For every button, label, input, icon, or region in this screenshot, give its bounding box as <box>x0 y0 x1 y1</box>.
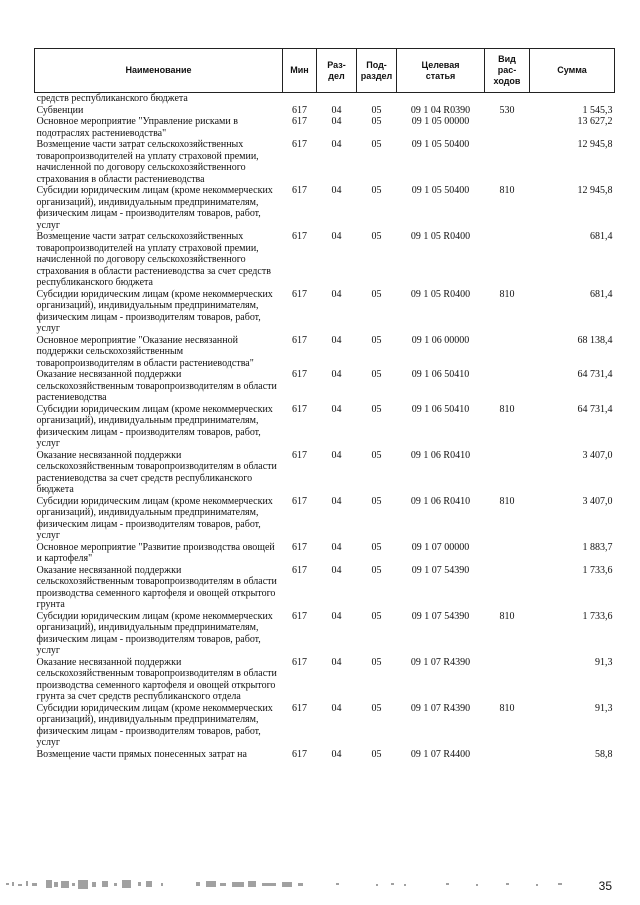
cell-razdel: 04 <box>331 656 342 668</box>
budget-table <box>34 48 615 760</box>
cell-min: 617 <box>292 702 307 714</box>
cell-podrazdel: 05 <box>371 139 382 150</box>
cell-vid <box>485 93 530 105</box>
cell-vid <box>485 657 530 703</box>
cell-min: 617 <box>292 139 307 150</box>
cell-vid <box>485 369 530 404</box>
cell-name: Основное мероприятие "Развитие производства овощей и картофеля" <box>36 541 275 564</box>
cell-sum: 64 731,4 <box>577 369 613 380</box>
cell-vid: 810 <box>499 185 515 196</box>
cell-vid <box>485 565 530 611</box>
cell-target: 09 1 07 00000 <box>411 541 470 553</box>
cell-vid: 810 <box>499 610 515 622</box>
header-podrazdel: Под- раздел <box>357 49 397 93</box>
cell-sum: 13 627,2 <box>577 116 613 127</box>
cell-name: Основное мероприятие "Оказание несвязанной поддержки сельскохозяйственным товаропроизводителям в области растениеводства" <box>36 334 254 369</box>
cell-target: 09 1 06 R0410 <box>410 495 471 507</box>
cell-sum: 3 407,0 <box>582 449 613 461</box>
cell-target: 09 1 07 R4390 <box>410 656 471 668</box>
page-number: 35 <box>598 879 612 893</box>
cell-target: 09 1 07 R4400 <box>410 748 471 760</box>
cell-target: 09 1 06 50410 <box>411 403 470 415</box>
cell-razdel: 04 <box>331 564 342 576</box>
scan-artifact-strip <box>6 880 576 890</box>
cell-target: 09 1 05 50400 <box>411 139 470 150</box>
cell-target: 09 1 07 R4390 <box>410 702 471 714</box>
cell-min: 617 <box>292 334 307 346</box>
cell-name: Оказание несвязанной поддержки сельскохозяйственным товаропроизводителям в области производства семенного картофеля и овощей открытого грунта <box>36 564 277 610</box>
cell-target: 09 1 05 00000 <box>411 116 470 127</box>
cell-target: 09 1 07 54390 <box>411 610 470 622</box>
table-row <box>35 105 615 117</box>
table-row <box>35 289 615 335</box>
cell-name: Возмещение части прямых понесенных затрат на <box>36 748 247 760</box>
cell-sum: 1 883,7 <box>582 541 613 553</box>
cell-sum: 3 407,0 <box>582 495 613 507</box>
cell-vid <box>485 749 530 761</box>
cell-vid <box>485 231 530 289</box>
cell-sum: 64 731,4 <box>577 403 613 415</box>
cell-razdel <box>317 93 357 105</box>
cell-vid <box>485 450 530 496</box>
cell-min: 617 <box>292 656 307 668</box>
cell-vid: 810 <box>499 288 515 300</box>
cell-vid <box>485 139 530 185</box>
cell-razdel: 04 <box>331 369 342 380</box>
cell-min: 617 <box>292 748 307 760</box>
header-name: Наименование <box>35 49 283 93</box>
cell-razdel: 04 <box>331 702 342 714</box>
table-body <box>35 93 615 761</box>
cell-target: 09 1 05 R0400 <box>410 288 471 300</box>
cell-razdel: 04 <box>331 104 342 116</box>
table-row <box>35 93 615 105</box>
cell-min: 617 <box>292 116 307 127</box>
cell-name: Оказание несвязанной поддержки сельскохозяйственным товаропроизводителям в области растениеводства за счет средств республиканского бюджета <box>36 449 277 495</box>
table-header <box>35 49 615 93</box>
cell-razdel: 04 <box>331 185 342 196</box>
cell-podrazdel: 05 <box>371 334 382 346</box>
cell-podrazdel: 05 <box>371 288 382 300</box>
table-row <box>35 369 615 404</box>
header-sum: Сумма <box>530 49 615 93</box>
cell-sum: 681,4 <box>590 231 613 242</box>
cell-razdel: 04 <box>331 748 342 760</box>
cell-min <box>283 93 317 105</box>
cell-sum: 1 545,3 <box>582 104 613 116</box>
table-row <box>35 231 615 289</box>
cell-vid <box>485 116 530 139</box>
cell-sum: 12 945,8 <box>577 185 613 196</box>
cell-min: 617 <box>292 185 307 196</box>
table-row <box>35 565 615 611</box>
cell-podrazdel: 05 <box>371 610 382 622</box>
table-row <box>35 450 615 496</box>
cell-sum: 91,3 <box>595 656 613 668</box>
cell-vid: 810 <box>499 403 515 415</box>
cell-podrazdel: 05 <box>371 449 382 461</box>
cell-min: 617 <box>292 369 307 380</box>
cell-target: 09 1 04 R0390 <box>410 104 471 116</box>
cell-name: Субсидии юридическим лицам (кроме некоммерческих организаций), индивидуальным предпринимателям, физическим лицам - производителям товаров, работ, услуг <box>36 185 273 231</box>
cell-name: средств республиканского бюджета <box>36 93 188 104</box>
cell-podrazdel: 05 <box>371 231 382 242</box>
cell-sum: 12 945,8 <box>577 139 613 150</box>
cell-razdel: 04 <box>331 610 342 622</box>
header-razdel: Раз- дел <box>317 49 357 93</box>
cell-razdel: 04 <box>331 403 342 415</box>
cell-vid <box>485 542 530 565</box>
cell-name: Основное мероприятие "Управление рисками в подотраслях растениеводства" <box>36 116 238 139</box>
table-row <box>35 404 615 450</box>
cell-min: 617 <box>292 104 307 116</box>
table-row <box>35 749 615 761</box>
cell-sum <box>530 93 615 105</box>
cell-sum: 58,8 <box>595 748 613 760</box>
cell-podrazdel: 05 <box>371 116 382 127</box>
cell-podrazdel: 05 <box>371 185 382 196</box>
cell-razdel: 04 <box>331 116 342 127</box>
cell-podrazdel: 05 <box>371 104 382 116</box>
table-row <box>35 185 615 231</box>
cell-podrazdel: 05 <box>371 541 382 553</box>
cell-razdel: 04 <box>331 288 342 300</box>
cell-target: 09 1 05 50400 <box>411 185 470 196</box>
cell-target: 09 1 06 00000 <box>411 334 470 346</box>
cell-podrazdel: 05 <box>371 369 382 380</box>
cell-name: Субсидии юридическим лицам (кроме некоммерческих организаций), индивидуальным предпринимателям, физическим лицам - производителям товаров, работ, услуг <box>36 702 273 748</box>
header-target: Целевая статья <box>397 49 485 93</box>
cell-vid <box>485 335 530 370</box>
header-vid: Вид рас- ходов <box>485 49 530 93</box>
cell-name: Оказание несвязанной поддержки сельскохозяйственным товаропроизводителям в области производства семенного картофеля и овощей открытого грунта за счет средств республиканского отдела <box>36 656 277 702</box>
cell-min: 617 <box>292 495 307 507</box>
cell-target: 09 1 06 R0410 <box>410 449 471 461</box>
table-row <box>35 335 615 370</box>
cell-min: 617 <box>292 231 307 242</box>
cell-min: 617 <box>292 610 307 622</box>
cell-name: Возмещение части затрат сельскохозяйственных товаропроизводителей на уплату страховой премии, начисленной по договору сельскохозяйственного страхования в области растениеводства за счет средств республиканского бюджета <box>36 231 271 288</box>
cell-razdel: 04 <box>331 449 342 461</box>
cell-min: 617 <box>292 541 307 553</box>
cell-name: Субсидии юридическим лицам (кроме некоммерческих организаций), индивидуальным предпринимателям, физическим лицам - производителям товаров, работ, услуг <box>36 288 273 334</box>
cell-min: 617 <box>292 288 307 300</box>
cell-target <box>397 93 485 105</box>
cell-target: 09 1 06 50410 <box>411 369 470 380</box>
cell-razdel: 04 <box>331 541 342 553</box>
header-min: Мин <box>283 49 317 93</box>
table-row <box>35 542 615 565</box>
cell-vid: 810 <box>499 702 515 714</box>
table-row <box>35 703 615 749</box>
cell-name: Субвенции <box>36 104 84 116</box>
cell-target: 09 1 07 54390 <box>411 564 470 576</box>
cell-podrazdel: 05 <box>371 495 382 507</box>
table-row <box>35 496 615 542</box>
cell-min: 617 <box>292 403 307 415</box>
cell-sum: 68 138,4 <box>577 334 613 346</box>
cell-name: Возмещение части затрат сельскохозяйственных товаропроизводителей на уплату страховой премии, начисленной по договору сельскохозяйственного страхования в области растениеводства <box>36 139 259 185</box>
cell-name: Субсидии юридическим лицам (кроме некоммерческих организаций), индивидуальным предпринимателям, физическим лицам - производителям товаров, работ, услуг <box>36 403 273 449</box>
cell-podrazdel: 05 <box>371 702 382 714</box>
cell-podrazdel: 05 <box>371 564 382 576</box>
cell-vid: 810 <box>499 495 515 507</box>
table-row <box>35 116 615 139</box>
cell-podrazdel: 05 <box>371 656 382 668</box>
cell-sum: 1 733,6 <box>582 564 613 576</box>
cell-min: 617 <box>292 564 307 576</box>
table-row <box>35 657 615 703</box>
cell-podrazdel <box>357 93 397 105</box>
cell-podrazdel: 05 <box>371 403 382 415</box>
cell-min: 617 <box>292 449 307 461</box>
cell-name: Субсидии юридическим лицам (кроме некоммерческих организаций), индивидуальным предпринимателям, физическим лицам - производителям товаров, работ, услуг <box>36 495 273 541</box>
cell-sum: 681,4 <box>590 288 613 300</box>
table-row <box>35 611 615 657</box>
cell-razdel: 04 <box>331 139 342 150</box>
cell-sum: 91,3 <box>595 702 613 714</box>
cell-vid: 530 <box>499 104 515 116</box>
cell-sum: 1 733,6 <box>582 610 613 622</box>
cell-razdel: 04 <box>331 495 342 507</box>
table-row <box>35 139 615 185</box>
cell-target: 09 1 05 R0400 <box>410 231 471 242</box>
cell-razdel: 04 <box>331 334 342 346</box>
cell-name: Субсидии юридическим лицам (кроме некоммерческих организаций), индивидуальным предпринимателям, физическим лицам - производителям товаров, работ, услуг <box>36 610 273 656</box>
cell-razdel: 04 <box>331 231 342 242</box>
cell-podrazdel: 05 <box>371 748 382 760</box>
cell-name: Оказание несвязанной поддержки сельскохозяйственным товаропроизводителям в области растениеводства <box>36 369 277 403</box>
